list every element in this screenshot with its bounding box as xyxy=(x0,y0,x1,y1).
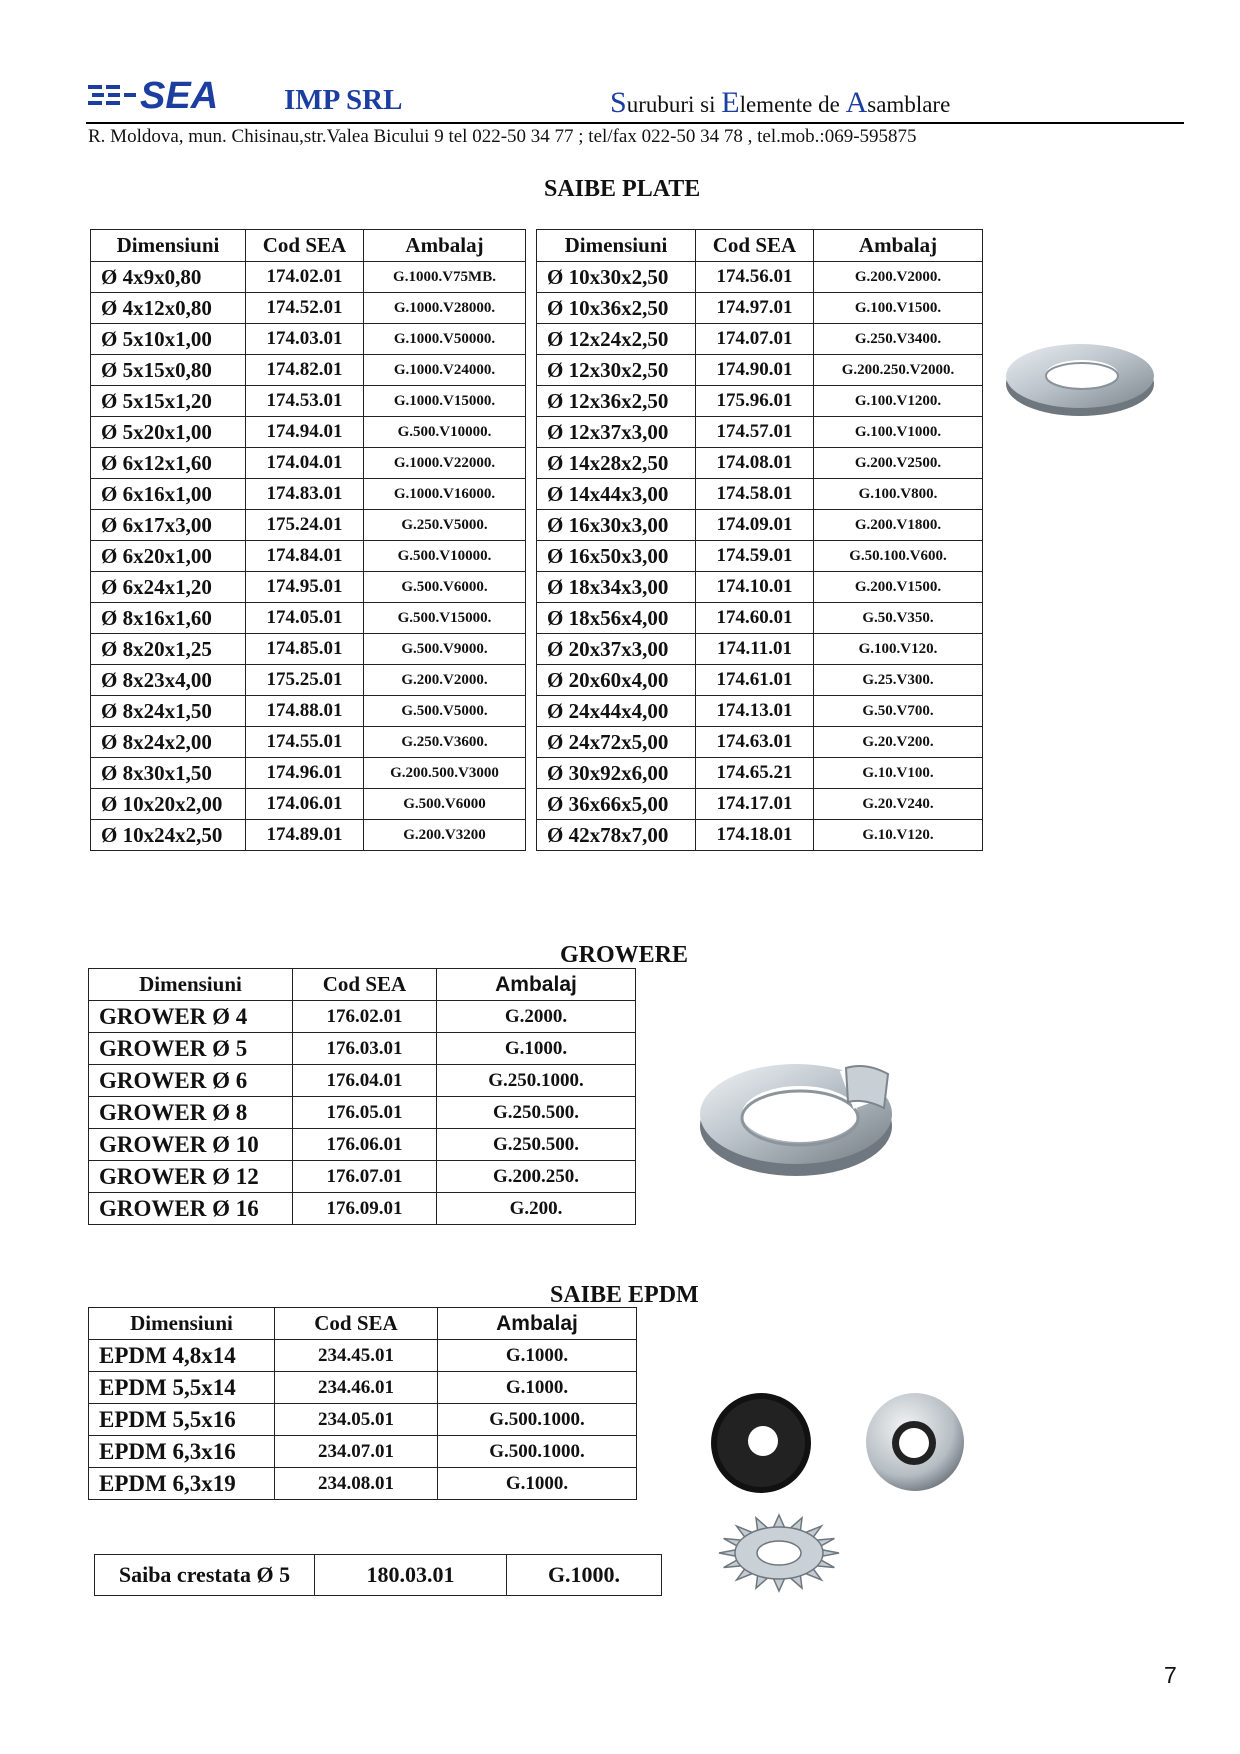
cell-ambalaj: G.1000. xyxy=(438,1372,637,1404)
table-row xyxy=(537,510,983,541)
cell-dimensiuni: Ø 24x72x5,00 xyxy=(537,727,696,758)
cell-cod-sea: 174.17.01 xyxy=(696,789,814,820)
cell-ambalaj: G.500.1000. xyxy=(438,1404,637,1436)
company-logo xyxy=(88,76,270,116)
cell-cod-sea: 174.11.01 xyxy=(696,634,814,665)
cell-cod-sea: 174.58.01 xyxy=(696,479,814,510)
cell-cod-sea: 174.60.01 xyxy=(696,603,814,634)
cell-cod-sea: 174.06.01 xyxy=(246,789,364,820)
cell-ambalaj: G.50.V350. xyxy=(814,603,983,634)
table-row xyxy=(89,1065,636,1097)
cell-dimensiuni: Ø 6x17x3,00 xyxy=(91,510,246,541)
cell-cod-sea: 176.09.01 xyxy=(293,1193,437,1225)
table-row xyxy=(95,1555,662,1596)
cell-ambalaj: G.200.V1500. xyxy=(814,572,983,603)
cell-ambalaj: G.500.V5000. xyxy=(364,696,526,727)
cell-cod-sea: 174.55.01 xyxy=(246,727,364,758)
table-row xyxy=(91,603,526,634)
cell-ambalaj: G.200.500.V3000 xyxy=(364,758,526,789)
cell-cod-sea: 175.25.01 xyxy=(246,665,364,696)
cell-dimensiuni: Ø 10x24x2,50 xyxy=(91,820,246,851)
cell-ambalaj: G.10.V100. xyxy=(814,758,983,789)
table-row xyxy=(89,1193,636,1225)
cell-dimensiuni: EPDM 6,3x16 xyxy=(89,1436,275,1468)
cell-cod-sea: 176.06.01 xyxy=(293,1129,437,1161)
cell-ambalaj: G.200.V2000. xyxy=(814,262,983,293)
cell-dimensiuni: GROWER Ø 6 xyxy=(89,1065,293,1097)
saiba-crestata-table xyxy=(94,1554,662,1596)
cell-ambalaj: G.200.250. xyxy=(437,1161,636,1193)
cell-cod-sea: 174.57.01 xyxy=(696,417,814,448)
cell-cod-sea: 174.88.01 xyxy=(246,696,364,727)
cell-dimensiuni: EPDM 4,8x14 xyxy=(89,1340,275,1372)
cell-ambalaj: G.1000. xyxy=(507,1555,662,1596)
cell-dimensiuni: GROWER Ø 16 xyxy=(89,1193,293,1225)
table-row xyxy=(537,696,983,727)
cell-cod-sea: 175.24.01 xyxy=(246,510,364,541)
table-header-row xyxy=(89,969,636,1001)
cell-dimensiuni: Ø 16x50x3,00 xyxy=(537,541,696,572)
spring-washer-image xyxy=(696,1050,902,1180)
cell-ambalaj: G.500.V6000. xyxy=(364,572,526,603)
cell-ambalaj: G.1000.V16000. xyxy=(364,479,526,510)
cell-cod-sea: 174.85.01 xyxy=(246,634,364,665)
table-row xyxy=(537,820,983,851)
epdm-black-washer-image xyxy=(708,1390,814,1496)
table-row xyxy=(91,417,526,448)
cell-ambalaj: G.200.V1800. xyxy=(814,510,983,541)
cell-cod-sea: 176.04.01 xyxy=(293,1065,437,1097)
table-row xyxy=(537,665,983,696)
cell-ambalaj: G.50.100.V600. xyxy=(814,541,983,572)
table-row xyxy=(91,572,526,603)
cell-dimensiuni: Ø 14x44x3,00 xyxy=(537,479,696,510)
cell-ambalaj: G.200. xyxy=(437,1193,636,1225)
cell-cod-sea: 176.05.01 xyxy=(293,1097,437,1129)
column-header-cod-sea: Cod SEA xyxy=(246,230,364,262)
column-header-ambalaj: Ambalaj xyxy=(814,230,983,262)
cell-cod-sea: 174.03.01 xyxy=(246,324,364,355)
table-row xyxy=(91,386,526,417)
cell-dimensiuni: Ø 18x56x4,00 xyxy=(537,603,696,634)
column-header-ambalaj: Ambalaj xyxy=(437,969,636,1001)
cell-ambalaj: G.500.V15000. xyxy=(364,603,526,634)
cell-ambalaj: G.500.1000. xyxy=(438,1436,637,1468)
cell-cod-sea: 234.46.01 xyxy=(275,1372,438,1404)
cell-dimensiuni: Ø 4x9x0,80 xyxy=(91,262,246,293)
cell-ambalaj: G.25.V300. xyxy=(814,665,983,696)
table-row xyxy=(537,262,983,293)
cell-cod-sea: 174.96.01 xyxy=(246,758,364,789)
cell-ambalaj: G.500.V6000 xyxy=(364,789,526,820)
column-header-dimensiuni: Dimensiuni xyxy=(91,230,246,262)
cell-cod-sea: 176.07.01 xyxy=(293,1161,437,1193)
cell-ambalaj: G.1000. xyxy=(438,1340,637,1372)
table-row xyxy=(537,386,983,417)
cell-ambalaj: G.100.V120. xyxy=(814,634,983,665)
table-row xyxy=(89,1468,637,1500)
saibe-epdm-table xyxy=(88,1307,637,1500)
table-row xyxy=(91,355,526,386)
cell-dimensiuni: Ø 12x24x2,50 xyxy=(537,324,696,355)
table-row xyxy=(537,324,983,355)
cell-dimensiuni: Ø 30x92x6,00 xyxy=(537,758,696,789)
cell-cod-sea: 174.89.01 xyxy=(246,820,364,851)
table-row xyxy=(91,541,526,572)
cell-dimensiuni: Ø 12x36x2,50 xyxy=(537,386,696,417)
cell-ambalaj: G.10.V120. xyxy=(814,820,983,851)
cell-dimensiuni: Ø 18x34x3,00 xyxy=(537,572,696,603)
column-header-cod-sea: Cod SEA xyxy=(293,969,437,1001)
cell-cod-sea: 174.83.01 xyxy=(246,479,364,510)
table-row xyxy=(91,789,526,820)
table-row xyxy=(91,448,526,479)
cell-dimensiuni: Ø 14x28x2,50 xyxy=(537,448,696,479)
cell-dimensiuni: Ø 20x37x3,00 xyxy=(537,634,696,665)
table-row xyxy=(89,1097,636,1129)
column-header-cod-sea: Cod SEA xyxy=(275,1308,438,1340)
cell-dimensiuni: Ø 20x60x4,00 xyxy=(537,665,696,696)
cell-ambalaj: G.200.250.V2000. xyxy=(814,355,983,386)
cell-cod-sea: 174.82.01 xyxy=(246,355,364,386)
column-header-dimensiuni: Dimensiuni xyxy=(89,1308,275,1340)
table-row xyxy=(537,603,983,634)
table-row xyxy=(537,634,983,665)
cell-ambalaj: G.500.V9000. xyxy=(364,634,526,665)
cell-dimensiuni: Ø 10x20x2,00 xyxy=(91,789,246,820)
cell-dimensiuni: Ø 12x30x2,50 xyxy=(537,355,696,386)
cell-ambalaj: G.200.V2000. xyxy=(364,665,526,696)
cell-dimensiuni: Ø 6x12x1,60 xyxy=(91,448,246,479)
cell-cod-sea: 174.95.01 xyxy=(246,572,364,603)
cell-cod-sea: 180.03.01 xyxy=(315,1555,507,1596)
table-row xyxy=(91,665,526,696)
cell-ambalaj: G.100.V1500. xyxy=(814,293,983,324)
cell-dimensiuni: Ø 8x30x1,50 xyxy=(91,758,246,789)
cell-cod-sea: 174.59.01 xyxy=(696,541,814,572)
cell-cod-sea: 175.96.01 xyxy=(696,386,814,417)
cell-dimensiuni: Ø 42x78x7,00 xyxy=(537,820,696,851)
cell-ambalaj: G.1000.V15000. xyxy=(364,386,526,417)
cell-dimensiuni: Ø 6x24x1,20 xyxy=(91,572,246,603)
saibe-plate-table-right xyxy=(536,229,983,851)
table-row xyxy=(89,1436,637,1468)
cell-dimensiuni: GROWER Ø 10 xyxy=(89,1129,293,1161)
cell-ambalaj: G.1000.V28000. xyxy=(364,293,526,324)
cell-ambalaj: G.1000.V75MB. xyxy=(364,262,526,293)
cell-dimensiuni: Ø 6x20x1,00 xyxy=(91,541,246,572)
cell-cod-sea: 174.18.01 xyxy=(696,820,814,851)
cell-dimensiuni: GROWER Ø 4 xyxy=(89,1001,293,1033)
cell-ambalaj: G.250.V3400. xyxy=(814,324,983,355)
washer-tooth xyxy=(773,1578,785,1591)
column-header-cod-sea: Cod SEA xyxy=(696,230,814,262)
cell-cod-sea: 174.09.01 xyxy=(696,510,814,541)
table-row xyxy=(537,541,983,572)
page-number: 7 xyxy=(1164,1662,1177,1688)
cell-dimensiuni: Ø 8x20x1,25 xyxy=(91,634,246,665)
table-row xyxy=(537,293,983,324)
table-row xyxy=(91,262,526,293)
cell-dimensiuni: Ø 10x36x2,50 xyxy=(537,293,696,324)
table-row xyxy=(89,1033,636,1065)
cell-ambalaj: G.250.500. xyxy=(437,1097,636,1129)
column-header-dimensiuni: Dimensiuni xyxy=(89,969,293,1001)
cell-dimensiuni: Ø 10x30x2,50 xyxy=(537,262,696,293)
cell-dimensiuni: Ø 6x16x1,00 xyxy=(91,479,246,510)
cell-dimensiuni: Ø 12x37x3,00 xyxy=(537,417,696,448)
table-row xyxy=(91,293,526,324)
company-tagline xyxy=(610,86,950,120)
cell-dimensiuni: Ø 5x20x1,00 xyxy=(91,417,246,448)
table-header-row xyxy=(91,230,526,262)
table-row xyxy=(91,510,526,541)
table-row xyxy=(89,1161,636,1193)
cell-dimensiuni: EPDM 5,5x16 xyxy=(89,1404,275,1436)
cell-cod-sea: 174.52.01 xyxy=(246,293,364,324)
tagline-letter: S xyxy=(610,86,627,119)
table-row xyxy=(537,448,983,479)
cell-cod-sea: 174.53.01 xyxy=(246,386,364,417)
table-row xyxy=(91,479,526,510)
cell-dimensiuni: Ø 8x24x2,00 xyxy=(91,727,246,758)
cell-cod-sea: 176.03.01 xyxy=(293,1033,437,1065)
table-row xyxy=(537,789,983,820)
table-row xyxy=(537,355,983,386)
cell-dimensiuni: GROWER Ø 12 xyxy=(89,1161,293,1193)
cell-ambalaj: G.1000.V24000. xyxy=(364,355,526,386)
table-row xyxy=(89,1372,637,1404)
section-title-growere: GROWERE xyxy=(560,942,689,968)
tagline-letter: E xyxy=(721,86,740,119)
cell-dimensiuni: Ø 4x12x0,80 xyxy=(91,293,246,324)
cell-ambalaj: G.20.V240. xyxy=(814,789,983,820)
cell-cod-sea: 174.02.01 xyxy=(246,262,364,293)
table-row xyxy=(537,572,983,603)
cell-dimensiuni: EPDM 6,3x19 xyxy=(89,1468,275,1500)
section-title-saibe-plate: SAIBE PLATE xyxy=(544,176,701,202)
cell-cod-sea: 174.08.01 xyxy=(696,448,814,479)
cell-cod-sea: 174.56.01 xyxy=(696,262,814,293)
cell-dimensiuni: Ø 5x15x1,20 xyxy=(91,386,246,417)
company-address: R. Moldova, mun. Chisinau,str.Valea Bicului 9 tel 022-50 34 77 ; tel/fax 022-50 34 78 , tel.mob.:069-595875 xyxy=(88,126,917,147)
header-divider xyxy=(86,122,1184,124)
cell-cod-sea: 174.10.01 xyxy=(696,572,814,603)
cell-ambalaj: G.2000. xyxy=(437,1001,636,1033)
cell-ambalaj: G.50.V700. xyxy=(814,696,983,727)
cell-cod-sea: 174.63.01 xyxy=(696,727,814,758)
cell-ambalaj: G.250.500. xyxy=(437,1129,636,1161)
tagline-word: samblare xyxy=(867,92,951,117)
table-row xyxy=(537,727,983,758)
flat-washer-image xyxy=(1004,338,1156,418)
cell-ambalaj: G.1000. xyxy=(438,1468,637,1500)
cell-dimensiuni: Ø 16x30x3,00 xyxy=(537,510,696,541)
cell-ambalaj: G.100.V1200. xyxy=(814,386,983,417)
cell-ambalaj: G.100.V1000. xyxy=(814,417,983,448)
growere-table xyxy=(88,968,636,1225)
cell-cod-sea: 234.08.01 xyxy=(275,1468,438,1500)
tagline-word: lemente de xyxy=(739,92,846,117)
cell-ambalaj: G.1000. xyxy=(437,1033,636,1065)
cell-ambalaj: G.100.V800. xyxy=(814,479,983,510)
table-row xyxy=(537,417,983,448)
table-row xyxy=(91,696,526,727)
cell-dimensiuni: Ø 8x16x1,60 xyxy=(91,603,246,634)
cell-ambalaj: G.250.V3600. xyxy=(364,727,526,758)
washer-tooth xyxy=(773,1515,785,1528)
column-header-ambalaj: Ambalaj xyxy=(364,230,526,262)
table-row xyxy=(91,324,526,355)
tagline-letter: A xyxy=(845,86,868,119)
cell-dimensiuni: GROWER Ø 5 xyxy=(89,1033,293,1065)
column-header-ambalaj: Ambalaj xyxy=(438,1308,637,1340)
cell-ambalaj: G.1000.V22000. xyxy=(364,448,526,479)
cell-cod-sea: 234.05.01 xyxy=(275,1404,438,1436)
company-suffix: IMP SRL xyxy=(284,84,403,116)
cell-cod-sea: 174.05.01 xyxy=(246,603,364,634)
cell-dimensiuni: EPDM 5,5x14 xyxy=(89,1372,275,1404)
cell-cod-sea: 176.02.01 xyxy=(293,1001,437,1033)
cell-cod-sea: 174.07.01 xyxy=(696,324,814,355)
cell-ambalaj: G.200.V2500. xyxy=(814,448,983,479)
cell-dimensiuni: Ø 24x44x4,00 xyxy=(537,696,696,727)
cell-cod-sea: 174.13.01 xyxy=(696,696,814,727)
cell-ambalaj: G.500.V10000. xyxy=(364,417,526,448)
table-row xyxy=(89,1129,636,1161)
cell-dimensiuni: GROWER Ø 8 xyxy=(89,1097,293,1129)
cell-dimensiuni: Ø 8x23x4,00 xyxy=(91,665,246,696)
table-row xyxy=(89,1404,637,1436)
table-row xyxy=(537,758,983,789)
epdm-metal-washer-image xyxy=(862,1390,968,1494)
table-row xyxy=(91,820,526,851)
table-header-row xyxy=(537,230,983,262)
cell-ambalaj: G.200.V3200 xyxy=(364,820,526,851)
cell-cod-sea: 234.45.01 xyxy=(275,1340,438,1372)
cell-cod-sea: 174.61.01 xyxy=(696,665,814,696)
cell-cod-sea: 174.65.21 xyxy=(696,758,814,789)
section-title-saibe-epdm: SAIBE EPDM xyxy=(550,1282,699,1308)
table-header-row xyxy=(89,1308,637,1340)
cell-dimensiuni: Saiba crestata Ø 5 xyxy=(95,1555,315,1596)
cell-ambalaj: G.250.V5000. xyxy=(364,510,526,541)
cell-ambalaj: G.500.V10000. xyxy=(364,541,526,572)
cell-dimensiuni: Ø 8x24x1,50 xyxy=(91,696,246,727)
table-row xyxy=(91,727,526,758)
table-row xyxy=(91,634,526,665)
cell-ambalaj: G.250.1000. xyxy=(437,1065,636,1097)
table-row xyxy=(89,1340,637,1372)
cell-cod-sea: 174.84.01 xyxy=(246,541,364,572)
cell-ambalaj: G.1000.V50000. xyxy=(364,324,526,355)
logo-text: SEA xyxy=(140,76,219,116)
cell-ambalaj: G.20.V200. xyxy=(814,727,983,758)
table-row xyxy=(537,479,983,510)
cell-dimensiuni: Ø 5x10x1,00 xyxy=(91,324,246,355)
cell-dimensiuni: Ø 36x66x5,00 xyxy=(537,789,696,820)
cell-cod-sea: 174.94.01 xyxy=(246,417,364,448)
tagline-word: uruburi si xyxy=(626,92,722,117)
serrated-washer-image xyxy=(716,1512,842,1594)
cell-cod-sea: 234.07.01 xyxy=(275,1436,438,1468)
cell-cod-sea: 174.90.01 xyxy=(696,355,814,386)
table-row xyxy=(91,758,526,789)
cell-cod-sea: 174.04.01 xyxy=(246,448,364,479)
cell-cod-sea: 174.97.01 xyxy=(696,293,814,324)
cell-dimensiuni: Ø 5x15x0,80 xyxy=(91,355,246,386)
saibe-plate-table-left xyxy=(90,229,526,851)
table-row xyxy=(89,1001,636,1033)
column-header-dimensiuni: Dimensiuni xyxy=(537,230,696,262)
